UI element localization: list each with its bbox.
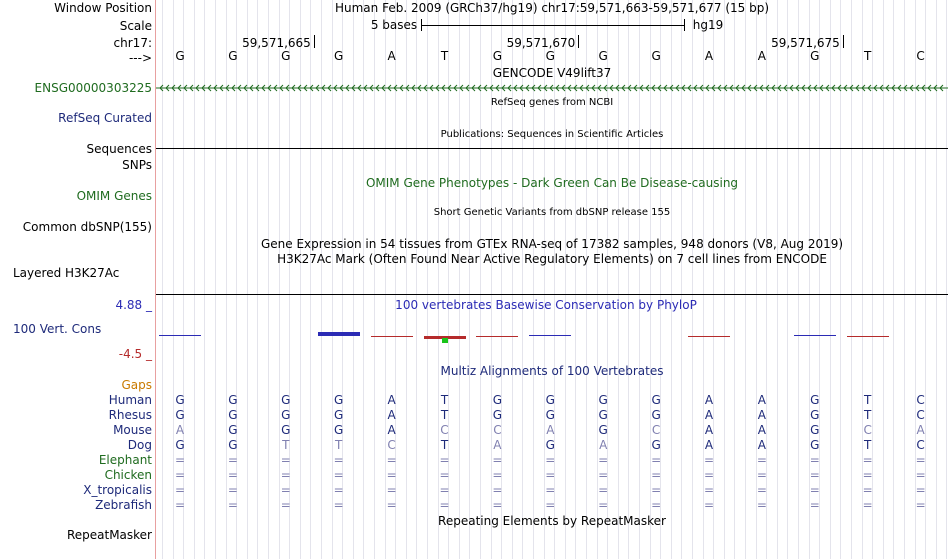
species-label[interactable]: Dog — [127, 438, 152, 452]
window-position-value: Human Feb. 2009 (GRCh37/hg19) chr17:59,571,663-59,571,677 (15 bp) — [334, 1, 770, 15]
alignment-base: = — [227, 483, 238, 497]
alignment-base: = — [439, 468, 450, 482]
alignment-base: C — [863, 423, 872, 437]
coordinate-tick — [578, 35, 579, 48]
alignment-base: = — [545, 498, 556, 512]
alignment-base: = — [174, 453, 186, 467]
conservation-bar — [159, 335, 201, 336]
alignment-base: G — [810, 423, 820, 437]
species-label[interactable]: X_tropicalis — [83, 483, 152, 497]
refseq-curated-label[interactable]: RefSeq Curated — [58, 111, 152, 125]
phylop-max-label: 4.88 _ — [115, 298, 152, 312]
alignment-base: = — [492, 498, 503, 512]
alignment-base: = — [703, 498, 715, 512]
strand-arrow-label: ---> — [128, 51, 152, 65]
phylop-min-label: -4.5 _ — [118, 347, 152, 361]
alignment-base: A — [493, 438, 502, 452]
alignment-base: = — [333, 468, 344, 482]
alignment-base: A — [704, 423, 714, 437]
alignment-base: = — [545, 468, 556, 482]
species-label[interactable]: Human — [108, 393, 152, 407]
reference-base: C — [916, 49, 925, 63]
alignment-base: T — [440, 408, 449, 422]
alignment-base: A — [387, 408, 396, 422]
alignment-base: G — [545, 408, 555, 422]
h3k27ac-label[interactable]: Layered H3K27Ac — [13, 266, 120, 280]
alignment-base: = — [227, 498, 238, 512]
conservation-bar — [794, 335, 836, 336]
conservation-bar — [476, 336, 518, 337]
alignment-base: A — [916, 423, 925, 437]
scale-assembly: hg19 — [692, 18, 724, 32]
alignment-base: A — [757, 438, 766, 452]
alignment-base: = — [280, 498, 291, 512]
alignment-base: = — [598, 453, 609, 467]
alignment-base: = — [492, 453, 503, 467]
alignment-base: A — [175, 423, 185, 437]
sequences-label[interactable]: Sequences — [86, 142, 152, 156]
alignment-base: C — [916, 408, 925, 422]
alignment-base: G — [334, 393, 344, 407]
alignment-base: = — [915, 453, 926, 467]
conservation-bar — [688, 336, 730, 337]
alignment-base: = — [651, 468, 662, 482]
alignment-base: A — [757, 408, 766, 422]
alignment-base: = — [386, 453, 397, 467]
alignment-base: G — [651, 393, 661, 407]
reference-base: A — [704, 49, 714, 63]
alignment-base: C — [387, 438, 396, 452]
alignment-base: T — [335, 438, 343, 452]
alignment-base: = — [545, 483, 556, 497]
alignment-base: = — [545, 453, 556, 467]
omim-genes-label[interactable]: OMIM Genes — [76, 189, 152, 203]
alignment-base: A — [757, 393, 766, 407]
alignment-base: G — [334, 408, 344, 422]
alignment-base: = — [651, 453, 662, 467]
coordinate-tick — [843, 35, 844, 48]
publications-track-title: Publications: Sequences in Scientific Articles — [440, 129, 664, 140]
window-position-label: Window Position — [54, 1, 152, 15]
reference-base: G — [545, 49, 555, 63]
alignment-base: G — [281, 408, 291, 422]
alignment-base: G — [492, 408, 503, 422]
dbsnp-track-title: Short Genetic Variants from dbSNP release 155 — [433, 207, 671, 218]
reference-base: G — [598, 49, 608, 63]
alignment-base: = — [703, 483, 715, 497]
alignment-base: A — [757, 423, 766, 437]
alignment-base: = — [333, 453, 344, 467]
phylop-track-title: 100 vertebrates Basewise Conservation by PhyloP — [395, 298, 697, 312]
alignment-base: C — [916, 393, 925, 407]
alignment-base: G — [651, 438, 661, 452]
reference-base: G — [492, 49, 503, 63]
alignment-base: = — [333, 498, 344, 512]
coordinate-label: 59,571,670 — [506, 36, 576, 50]
alignment-base: = — [809, 453, 820, 467]
alignment-base: G — [545, 393, 555, 407]
alignment-base: T — [864, 438, 872, 452]
alignment-base: = — [227, 468, 238, 482]
species-label[interactable]: Zebrafish — [95, 498, 152, 512]
alignment-base: G — [281, 423, 291, 437]
alignment-base: G — [598, 393, 608, 407]
alignment-base: = — [174, 498, 186, 512]
h3k27ac-divider — [156, 294, 948, 295]
conservation-bar — [371, 336, 413, 337]
reference-base: T — [864, 49, 872, 63]
scale-bases: 5 bases — [370, 18, 418, 32]
alignment-base: = — [386, 483, 397, 497]
alignment-base: = — [756, 468, 767, 482]
alignment-base: T — [440, 438, 449, 452]
alignment-base: = — [333, 483, 344, 497]
alignment-base: G — [598, 408, 608, 422]
alignment-base: = — [915, 483, 926, 497]
alignment-base: G — [545, 438, 555, 452]
alignment-base: A — [387, 393, 396, 407]
alignment-base: = — [756, 483, 767, 497]
alignment-base: A — [704, 438, 714, 452]
alignment-base: G — [492, 393, 503, 407]
alignment-base: T — [864, 408, 872, 422]
alignment-base: G — [810, 438, 820, 452]
gencode-gene-label[interactable]: ENSG00000303225 — [34, 81, 152, 95]
alignment-base: G — [175, 393, 185, 407]
alignment-base: = — [862, 498, 873, 512]
alignment-base: = — [386, 468, 397, 482]
alignment-base: T — [282, 438, 290, 452]
alignment-base: = — [174, 468, 186, 482]
alignment-base: = — [386, 498, 397, 512]
species-label[interactable]: Mouse — [113, 423, 152, 437]
alignment-base: A — [546, 423, 555, 437]
alignment-base: G — [175, 438, 185, 452]
alignment-base: = — [756, 498, 767, 512]
alignment-base: G — [228, 393, 238, 407]
scale-label: Scale — [119, 19, 152, 33]
species-label[interactable]: Rhesus — [108, 408, 152, 422]
alignment-base: G — [810, 393, 820, 407]
sequences-divider — [156, 148, 948, 149]
alignment-base: = — [439, 498, 450, 512]
omim-track-title: OMIM Gene Phenotypes - Dark Green Can Be Disease-causing — [365, 176, 739, 190]
gaps-label: Gaps — [121, 378, 152, 392]
gtex-track-title: Gene Expression in 54 tissues from GTEx RNA-seq of 17382 samples, 948 donors (V8, Aug 2019) — [260, 237, 844, 251]
coordinate-label: 59,571,675 — [771, 36, 840, 50]
alignment-base: C — [916, 438, 925, 452]
conservation-highlight — [442, 338, 448, 343]
refseq-track-title: RefSeq genes from NCBI — [490, 97, 614, 108]
alignment-base: A — [387, 423, 396, 437]
alignment-base: = — [651, 498, 662, 512]
alignment-base: C — [440, 423, 449, 437]
alignment-base: = — [703, 453, 715, 467]
dbsnp-label[interactable]: Common dbSNP(155) — [22, 220, 152, 234]
reference-base: G — [281, 49, 291, 63]
coordinate-tick — [314, 35, 315, 48]
repeatmasker-track-title: Repeating Elements by RepeatMasker — [438, 514, 666, 528]
alignment-base: = — [598, 483, 609, 497]
multiz-track-title: Multiz Alignments of 100 Vertebrates — [440, 364, 664, 378]
alignment-base: G — [228, 423, 238, 437]
alignment-base: G — [281, 393, 291, 407]
alignment-base: G — [228, 438, 238, 452]
alignment-base: = — [174, 483, 186, 497]
alignment-base: = — [862, 483, 873, 497]
phylop-track-label[interactable]: 100 Vert. Cons — [13, 322, 102, 336]
alignment-base: = — [280, 483, 291, 497]
h3k27ac-track-title: H3K27Ac Mark (Often Found Near Active Regulatory Elements) on 7 cell lines from ENCODE — [277, 252, 827, 266]
alignment-base: = — [862, 453, 873, 467]
conservation-bar — [847, 336, 889, 337]
alignment-base: = — [227, 453, 238, 467]
reference-base: A — [387, 49, 396, 63]
alignment-base: = — [862, 468, 873, 482]
reference-base: A — [757, 49, 766, 63]
scale-bar-right-tick — [684, 19, 685, 31]
alignment-base: C — [493, 423, 502, 437]
conservation-bar — [318, 332, 360, 336]
snps-label[interactable]: SNPs — [122, 158, 152, 172]
alignment-base: = — [598, 498, 609, 512]
alignment-base: = — [598, 468, 609, 482]
alignment-base: = — [915, 468, 926, 482]
reference-base: G — [175, 49, 185, 63]
chrom-label: chr17: — [113, 36, 152, 50]
alignment-base: A — [599, 438, 608, 452]
repeatmasker-label[interactable]: RepeatMasker — [66, 528, 152, 542]
species-label[interactable]: Chicken — [104, 468, 152, 482]
alignment-base: A — [704, 408, 714, 422]
alignment-base: = — [439, 453, 450, 467]
alignment-base: G — [334, 423, 344, 437]
alignment-base: = — [280, 453, 291, 467]
conservation-bar — [529, 335, 571, 336]
gencode-track-title: GENCODE V49lift37 — [492, 66, 612, 80]
alignment-base: G — [651, 408, 661, 422]
reference-base: G — [651, 49, 661, 63]
alignment-base: = — [915, 498, 926, 512]
alignment-base: G — [175, 408, 185, 422]
alignment-base: = — [809, 468, 820, 482]
alignment-base: = — [439, 483, 450, 497]
alignment-base: = — [809, 498, 820, 512]
scale-bar-left-tick — [421, 19, 422, 31]
alignment-base: T — [864, 393, 872, 407]
reference-base: G — [228, 49, 238, 63]
reference-base: G — [810, 49, 820, 63]
alignment-base: = — [492, 483, 503, 497]
alignment-base: G — [598, 423, 608, 437]
species-label[interactable]: Elephant — [98, 453, 152, 467]
alignment-base: C — [651, 423, 661, 437]
reference-base: G — [334, 49, 344, 63]
alignment-base: = — [809, 483, 820, 497]
gencode-gene-feature[interactable] — [156, 82, 948, 94]
scale-bar — [421, 25, 685, 26]
alignment-base: T — [440, 393, 449, 407]
alignment-base: G — [228, 408, 238, 422]
alignment-base: = — [492, 468, 503, 482]
reference-base: T — [440, 49, 449, 63]
alignment-base: G — [810, 408, 820, 422]
alignment-base: A — [704, 393, 714, 407]
alignment-base: = — [651, 483, 662, 497]
alignment-base: = — [703, 468, 715, 482]
coordinate-label: 59,571,665 — [242, 36, 311, 50]
alignment-base: = — [280, 468, 291, 482]
alignment-base: = — [756, 453, 767, 467]
